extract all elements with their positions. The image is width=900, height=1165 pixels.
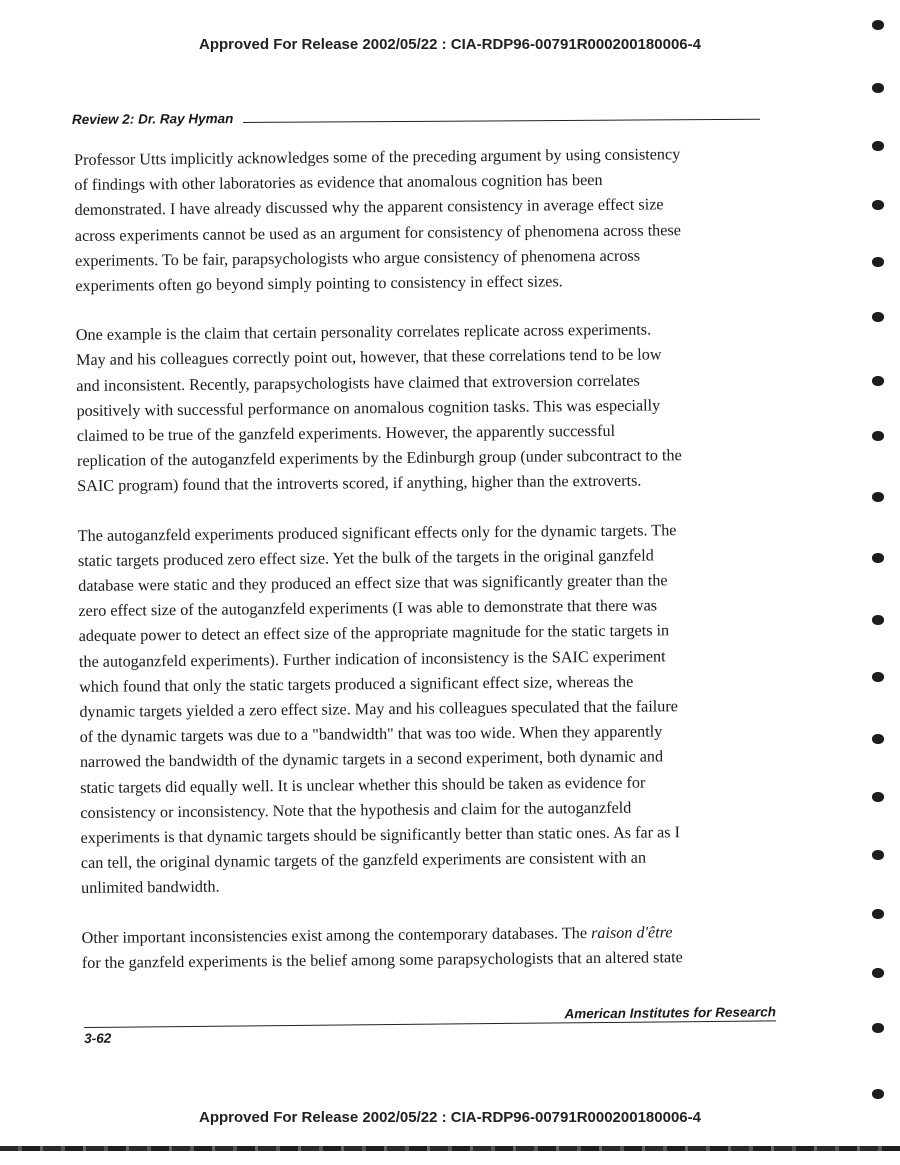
text-line: which found that only the static targets produced a significant effect size, whereas the: [79, 672, 634, 696]
binder-hole: [872, 83, 884, 93]
text-line: across experiments cannot be used as an argument for consistency of phenomena across these: [74, 220, 681, 245]
binder-hole: [872, 792, 884, 802]
text-line: consistency or inconsistency. Note that the hypothesis and claim for the autoganzfeld: [80, 798, 632, 822]
binder-hole: [872, 672, 884, 682]
paragraph-3: [78, 517, 782, 902]
binder-hole: [872, 850, 884, 860]
text-line: adequate power to detect an effect size of the appropriate magnitude for the static targets in: [78, 621, 670, 646]
header-rule: [243, 119, 760, 123]
binder-hole: [872, 492, 884, 502]
text-line: static targets produced zero effect size. Yet the bulk of the targets in the original ganzfeld: [77, 546, 654, 570]
text-line: narrowed the bandwidth of the dynamic targets in a second experiment, both dynamic and: [79, 747, 664, 772]
section-header: [72, 104, 760, 128]
text-line: unlimited bandwidth.: [81, 878, 220, 898]
page-footer: [84, 1004, 777, 1046]
binder-hole: [872, 615, 884, 625]
text-line: experiments often go beyond simply pointing to consistency in effect sizes.: [75, 272, 563, 296]
italic-phrase: raison d'être: [590, 922, 673, 942]
paragraph-4: [81, 919, 781, 976]
text-line: SAIC program) found that the introverts scored, if anything, higher than the extroverts.: [77, 472, 642, 496]
paragraph-1: [74, 141, 775, 299]
scan-edge-artifact: [0, 1146, 900, 1151]
text-line: can tell, the original dynamic targets of the ganzfeld experiments are consistent with an: [80, 848, 647, 873]
binder-hole: [872, 376, 884, 386]
text-segment: Other important inconsistencies exist among the contemporary databases. The: [81, 923, 592, 947]
binder-hole: [872, 257, 884, 267]
binder-hole: [872, 909, 884, 919]
text-line: of the dynamic targets was due to a "bandwidth" that was too wide. When they apparently: [79, 722, 663, 747]
text-line: zero effect size of the autoganzfeld experiments (I was able to demonstrate that there was: [78, 596, 658, 621]
release-footer: Approved For Release 2002/05/22 : CIA-RDP96-00791R000200180006-4: [199, 1109, 701, 1126]
release-header: Approved For Release 2002/05/22 : CIA-RDP96-00791R000200180006-4: [199, 36, 701, 53]
binder-holes: [868, 0, 892, 1165]
text-line: positively with successful performance on anomalous cognition tasks. This was especially: [76, 396, 661, 420]
text-line: for the ganzfeld experiments is the belief among some parapsychologists that an altered state: [81, 948, 683, 972]
binder-hole: [872, 200, 884, 210]
binder-hole: [872, 1089, 884, 1099]
text-line: claimed to be true of the ganzfeld experiments. However, the apparently successful: [76, 421, 616, 446]
text-line: static targets did equally well. It is unclear whether this should be taken as evidence for: [80, 773, 646, 797]
footer-rule: [84, 1020, 776, 1028]
binder-hole: [872, 141, 884, 151]
text-line: experiments. To be fair, parapsychologists who argue consistency of phenomena across: [74, 246, 641, 270]
text-line: The autoganzfeld experiments produced significant effects only for the dynamic targets. The: [77, 520, 677, 545]
text-line: Professor Utts implicitly acknowledges some of the preceding argument by using consistency: [74, 145, 681, 169]
text-line: of findings with other laboratories as evidence that anomalous cognition has been: [74, 171, 603, 195]
text-line: One example is the claim that certain personality correlates replicate across experiments.: [75, 320, 652, 345]
binder-hole: [872, 20, 884, 30]
footer-organization: American Institutes for Research: [564, 1004, 777, 1022]
body-text: [74, 141, 782, 976]
binder-hole: [872, 968, 884, 978]
text-line: dynamic targets yielded a zero effect size. May and his colleagues speculated that the failure: [79, 697, 679, 722]
text-line: replication of the autoganzfeld experiments by the Edinburgh group (under subcontract to the: [76, 446, 682, 471]
text-line: and inconsistent. Recently, parapsychologists have claimed that extroversion correlates: [76, 371, 640, 395]
footer-page-number: 3-62: [84, 1030, 112, 1046]
paragraph-2: [76, 316, 778, 499]
binder-hole: [872, 553, 884, 563]
text-line: experiments is that dynamic targets should be significantly better than static ones. As far as I: [80, 823, 681, 848]
binder-hole: [872, 734, 884, 744]
binder-hole: [872, 312, 884, 322]
binder-hole: [872, 431, 884, 441]
section-header-label: Review 2: Dr. Ray Hyman: [71, 111, 234, 127]
text-line: database were static and they produced an effect size that was significantly greater than the: [78, 571, 668, 596]
text-line: demonstrated. I have already discussed why the apparent consistency in average effect size: [74, 195, 664, 220]
binder-hole: [872, 1023, 884, 1033]
text-line: May and his colleagues correctly point out, however, that these correlations tend to be low: [75, 345, 662, 370]
text-line: the autoganzfeld experiments). Further indication of inconsistency is the SAIC experiment: [78, 647, 666, 671]
